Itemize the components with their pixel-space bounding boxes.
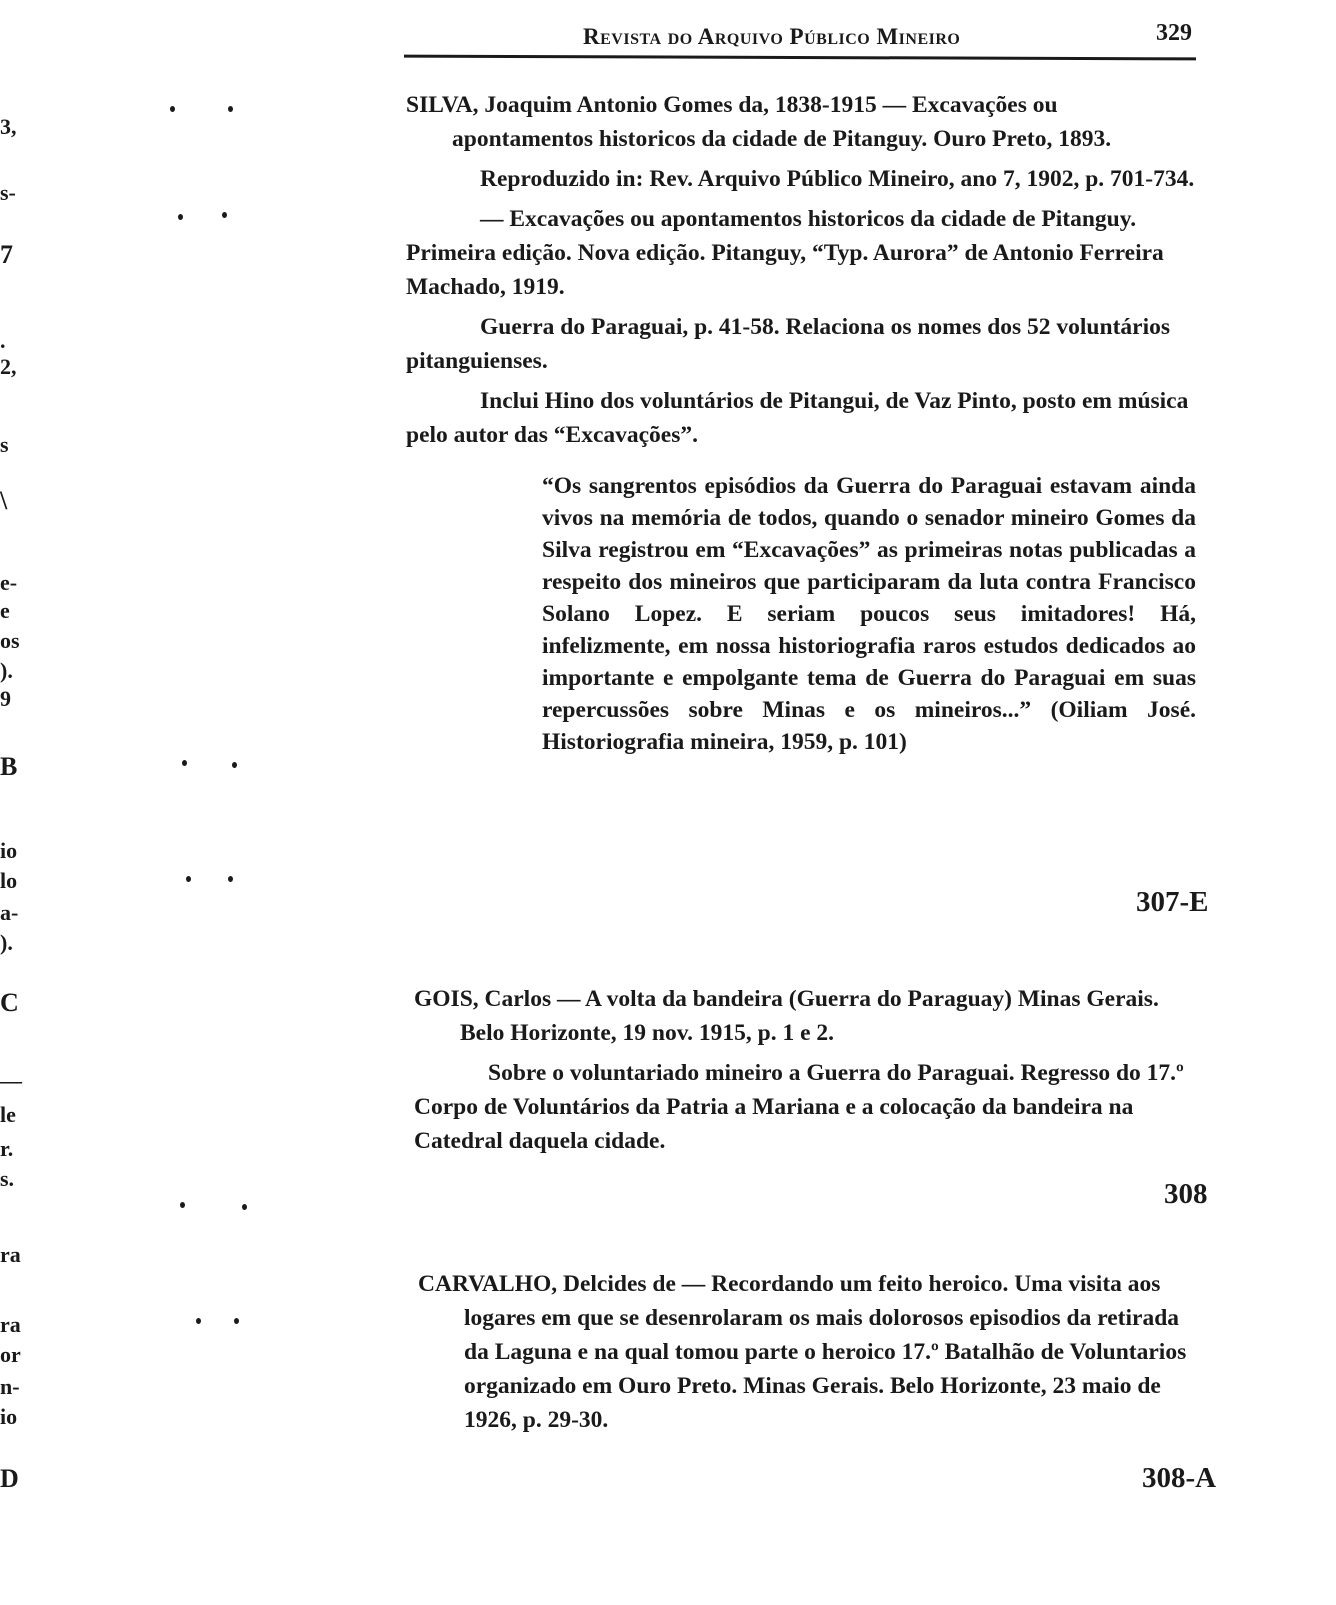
margin-fragment: B xyxy=(0,752,18,781)
scan-speck xyxy=(180,1202,185,1208)
scan-speck xyxy=(228,106,233,112)
scan-speck xyxy=(178,214,183,220)
entry-citation: CARVALHO, Delcides de — Recordando um feito heroico. Uma visita aos logares em que se desenrolaram os mais dolorosos episodios da retirada da Laguna e na qual tomou parte o heroico 17.º Batalhão de Voluntarios organizado em Ouro Preto. Minas Gerais. Belo Horizonte, 23 maio de 1926, p. 29-30. xyxy=(418,1271,1187,1433)
margin-fragment: s- xyxy=(0,180,16,205)
header-rule xyxy=(404,55,1196,61)
margin-fragment: 2, xyxy=(0,354,17,379)
entry-note: Reproduzido in: Rev. Arquivo Público Mineiro, ano 7, 1902, p. 701-734. xyxy=(480,166,1195,192)
margin-fragment: io xyxy=(0,1404,18,1429)
margin-fragment: e xyxy=(0,598,10,623)
margin-fragment: ). xyxy=(0,658,13,683)
margin-fragment: ). xyxy=(0,930,13,955)
margin-fragment: C xyxy=(0,988,19,1017)
scan-speck xyxy=(222,212,227,218)
margin-fragment: os xyxy=(0,628,20,653)
margin-fragment: s. xyxy=(0,1166,15,1191)
margin-fragment: — xyxy=(0,1068,22,1093)
scan-speck xyxy=(232,762,237,768)
margin-fragment: e- xyxy=(0,570,18,595)
margin-fragment: 7 xyxy=(0,240,13,269)
scan-speck xyxy=(228,876,233,882)
entry-note: Guerra do Paraguai, p. 41-58. Relaciona os nomes dos 52 voluntários pitanguienses. xyxy=(406,314,1171,374)
entry-number: 308-A xyxy=(1142,1462,1217,1494)
margin-fragment: r. xyxy=(0,1136,14,1161)
entry-note: — Excavações ou apontamentos historicos da cidade de Pitanguy. Primeira edição. Nova edição. Pitanguy, “Typ. Aurora” de Antonio Ferreira Machado, 1919. xyxy=(406,206,1164,300)
entry-citation: GOIS, Carlos — A volta da bandeira (Guerra do Paraguay) Minas Gerais. Belo Horizonte, 19 nov. 1915, p. 1 e 2. xyxy=(414,986,1159,1046)
entry-note: Inclui Hino dos voluntários de Pitangui, de Vaz Pinto, posto em música pelo autor das “Excavações”. xyxy=(406,388,1189,448)
margin-fragment: 9 xyxy=(0,686,11,711)
margin-fragment: D xyxy=(0,1464,19,1493)
block-quote: “Os sangrentos episódios da Guerra do Paraguai estavam ainda vivos na memória de todos, quando o senador mineiro Gomes da Silva registrou em “Excavações” as primeiras notas publicadas a respeito dos mineiros que participaram da luta contra Francisco Solano Lopez. E seriam poucos seus imitadores! Há, infelizmente, em nossa historiografia raros estudos dedicados ao importante e empolgante tema de Guerra do Paraguai em suas repercussões sobre Minas e os mineiros...” (Oiliam José. Historiografia mineira, 1959, p. 101) xyxy=(542,473,1196,755)
margin-fragment: s xyxy=(0,432,9,457)
scan-speck xyxy=(170,106,175,112)
margin-fragment: ra xyxy=(0,1312,21,1337)
bibliography-entry-carvalho xyxy=(418,1267,1208,1437)
margin-fragment: a- xyxy=(0,900,19,925)
scan-speck xyxy=(186,876,191,882)
margin-fragment: io xyxy=(0,838,18,863)
entry-note: Sobre o voluntariado mineiro a Guerra do Paraguai. Regresso do 17.º Corpo de Voluntários da Patria a Mariana e a colocação da bandeira na Catedral daquela cidade. xyxy=(414,1060,1184,1154)
page-number: 329 xyxy=(1156,20,1192,46)
margin-fragment: ra xyxy=(0,1242,21,1267)
entry-number: 307-E xyxy=(1136,886,1209,918)
scan-speck xyxy=(242,1204,247,1210)
margin-fragment: 3, xyxy=(0,114,17,139)
scan-speck xyxy=(182,760,187,766)
margin-fragment: lo xyxy=(0,868,18,893)
running-header-title: Revista do Arquivo Público Mineiro xyxy=(583,24,961,49)
scan-speck xyxy=(196,1318,201,1324)
scan-speck xyxy=(234,1318,239,1324)
margin-fragment: . xyxy=(0,328,6,353)
margin-fragment: n- xyxy=(0,1374,20,1399)
entry-number: 308 xyxy=(1164,1178,1208,1210)
entry-citation: SILVA, Joaquim Antonio Gomes da, 1838-1915 — Excavações ou apontamentos historicos da cidade de Pitanguy. Ouro Preto, 1893. xyxy=(406,92,1112,152)
bibliography-entry-silva xyxy=(406,88,1196,758)
margin-fragment: or xyxy=(0,1342,21,1367)
margin-fragment: le xyxy=(0,1102,16,1127)
bibliography-entry-gois xyxy=(414,982,1204,1158)
margin-fragment: \ xyxy=(0,486,8,515)
